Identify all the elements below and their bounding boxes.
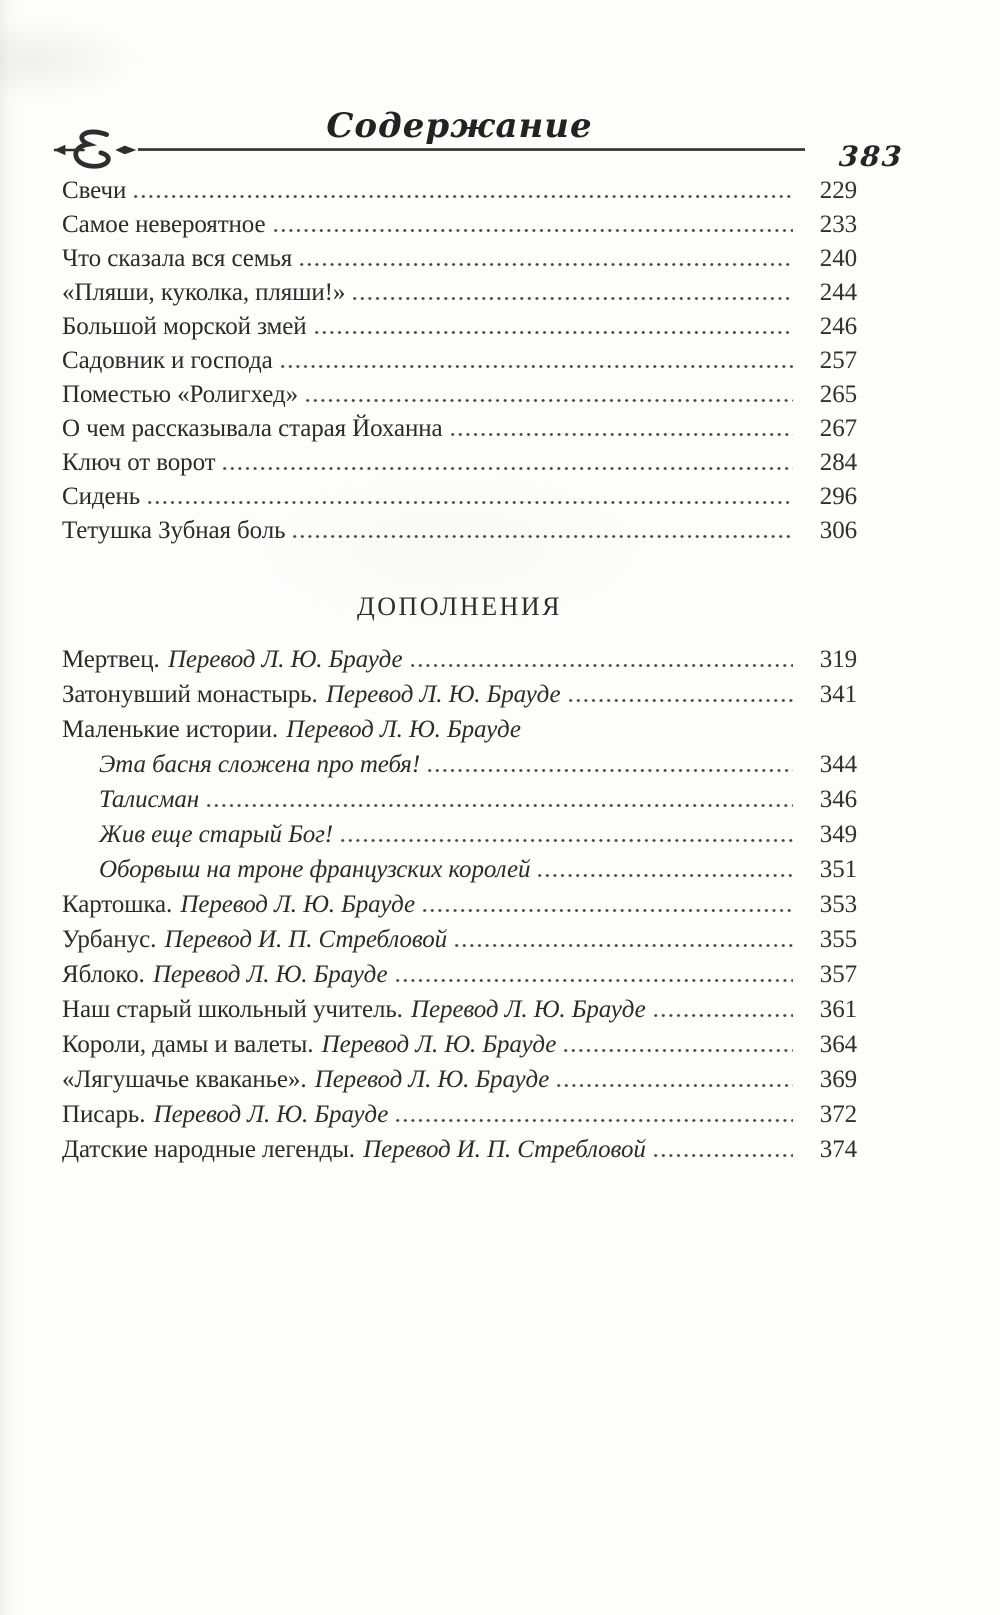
toc-subentry — [62, 852, 857, 887]
entry-page-number: 351 — [819, 856, 857, 883]
toc-entry — [62, 992, 857, 1027]
entry-translator: Перевод Л. Ю. Брауде — [152, 961, 388, 988]
toc-subentry — [62, 782, 857, 817]
toc-entry — [62, 712, 857, 747]
entry-title: «Лягушачье кваканье». — [62, 1066, 307, 1093]
entry-title: Оборвыш на троне французских королей — [99, 856, 531, 883]
dot-leader — [654, 1154, 793, 1157]
entry-page-number: 364 — [819, 1031, 857, 1058]
entry-title: Свечи — [62, 177, 127, 204]
entry-translator: Перевод И. П. Стребловой — [363, 1136, 646, 1163]
toc-entry — [62, 480, 857, 514]
toc-entry — [62, 310, 857, 344]
entry-page-number: 346 — [819, 786, 857, 813]
dot-leader — [148, 501, 793, 504]
section-heading: ДОПОЛНЕНИЯ — [357, 592, 562, 621]
entry-page-number: 349 — [819, 821, 857, 848]
dot-leader — [455, 944, 793, 947]
dot-leader — [569, 699, 794, 702]
entry-title: Что сказала вся семья — [62, 245, 293, 272]
entry-title: Самое невероятное — [62, 211, 266, 238]
dot-leader — [293, 535, 793, 538]
entry-page-number: 372 — [819, 1101, 857, 1128]
entry-title: Урбанус. — [62, 926, 157, 953]
entry-title: Писарь. — [62, 1101, 146, 1128]
toc-entry — [62, 276, 857, 310]
entry-title: Датские народные легенды. — [62, 1136, 355, 1163]
entry-title: Садовник и господа — [62, 347, 273, 374]
dot-leader — [306, 399, 793, 402]
toc-entry — [62, 174, 857, 208]
dot-leader — [223, 467, 793, 470]
entry-page-number: 246 — [819, 313, 857, 340]
dot-leader — [557, 1084, 793, 1087]
entry-title: Поместью «Ролигхед» — [62, 381, 298, 408]
entry-translator: Перевод Л. Ю. Брауде — [167, 646, 403, 673]
entry-page-number: 233 — [819, 211, 857, 238]
toc-entry — [62, 887, 857, 922]
entry-page-number: 344 — [819, 751, 857, 778]
dot-leader — [538, 874, 793, 877]
entry-page-number: 361 — [819, 996, 857, 1023]
entry-page-number: 229 — [819, 177, 857, 204]
folio-page-number: 383 — [837, 139, 905, 173]
dot-leader — [274, 229, 793, 232]
entry-page-number: 355 — [819, 926, 857, 953]
entry-title: О чем рассказывала старая Йоханна — [62, 415, 443, 442]
dot-leader — [428, 769, 793, 772]
header-rule — [138, 148, 805, 151]
toc-entry — [62, 208, 857, 242]
dot-leader — [396, 1119, 793, 1122]
dot-leader — [134, 195, 793, 198]
toc-entry — [62, 1062, 857, 1097]
entry-page-number: 284 — [819, 449, 857, 476]
dot-leader — [281, 365, 793, 368]
entry-title: Маленькие истории. — [62, 716, 279, 743]
entry-title: Затонувший монастырь. — [62, 681, 318, 708]
toc-entry — [62, 922, 857, 957]
dot-leader — [207, 804, 793, 807]
entry-translator: Перевод Л. Ю. Брауде — [314, 1066, 550, 1093]
entry-translator: Перевод Л. Ю. Брауде — [286, 716, 521, 743]
entry-title: Талисман — [99, 786, 200, 813]
entry-page-number: 244 — [819, 279, 857, 306]
toc-entry — [62, 514, 857, 548]
entry-title: Яблоко. — [62, 961, 145, 988]
entry-page-number: 240 — [819, 245, 857, 272]
toc-entry — [62, 677, 857, 712]
toc-entry — [62, 1027, 857, 1062]
entry-translator: Перевод Л. Ю. Брауде — [180, 891, 415, 918]
entry-translator: Перевод Л. Ю. Брауде — [321, 1031, 557, 1058]
dot-leader — [300, 263, 793, 266]
toc-entry — [62, 344, 857, 378]
entry-page-number: 296 — [819, 483, 857, 510]
entry-translator: Перевод И. П. Стребловой — [164, 926, 448, 953]
entry-page-number: 357 — [819, 961, 857, 988]
entry-title: Жив еще старый Бог! — [99, 821, 334, 848]
entry-title: Тетушка Зубная боль — [62, 517, 286, 544]
entry-title: Мертвец. — [62, 646, 160, 673]
entry-title: Сидень — [62, 483, 141, 510]
dot-leader — [315, 331, 793, 334]
toc-entry — [62, 1097, 857, 1132]
entry-translator: Перевод Л. Ю. Брауде — [325, 681, 561, 708]
dot-leader — [411, 664, 794, 667]
entry-translator: Перевод Л. Ю. Брауде — [153, 1101, 389, 1128]
entry-translator: Перевод Л. Ю. Брауде — [411, 996, 646, 1023]
toc-entry — [62, 412, 857, 446]
entry-page-number: 353 — [819, 891, 857, 918]
entry-page-number: 257 — [819, 347, 857, 374]
page-title: Содержание — [326, 106, 593, 146]
dot-leader — [564, 1049, 793, 1052]
toc-subentry — [62, 817, 857, 852]
entry-page-number: 319 — [819, 646, 857, 673]
entry-title: Картошка. — [62, 891, 173, 918]
entry-page-number: 267 — [819, 415, 857, 442]
dot-leader — [654, 1014, 793, 1017]
toc-entry — [62, 1132, 857, 1167]
toc-list-additions — [62, 642, 857, 1167]
dot-leader — [396, 979, 794, 982]
dot-leader — [353, 297, 793, 300]
entry-page-number: 369 — [819, 1066, 857, 1093]
entry-title: Эта басня сложена про тебя! — [99, 751, 421, 778]
toc-entry — [62, 446, 857, 480]
toc-entry — [62, 957, 857, 992]
toc-subentry — [62, 747, 857, 782]
page-content — [0, 108, 1000, 1167]
entry-title: Наш старый школьный учитель. — [62, 996, 403, 1023]
entry-page-number: 306 — [819, 517, 857, 544]
entry-page-number: 341 — [819, 681, 857, 708]
toc-entry — [62, 378, 857, 412]
toc-entry — [62, 242, 857, 276]
entry-title: «Пляши, куколка, пляши!» — [62, 279, 346, 306]
dot-leader — [341, 839, 793, 842]
scroll-ornament-icon — [52, 126, 144, 172]
dot-leader — [451, 433, 793, 436]
toc-list-main — [62, 174, 857, 548]
entry-title: Ключ от ворот — [62, 449, 216, 476]
entry-title: Большой морской змей — [62, 313, 307, 340]
entry-page-number: 374 — [819, 1136, 857, 1163]
toc-entry — [62, 642, 857, 677]
entry-title: Короли, дамы и валеты. — [62, 1031, 314, 1058]
dot-leader — [423, 909, 793, 912]
entry-page-number: 265 — [819, 381, 857, 408]
